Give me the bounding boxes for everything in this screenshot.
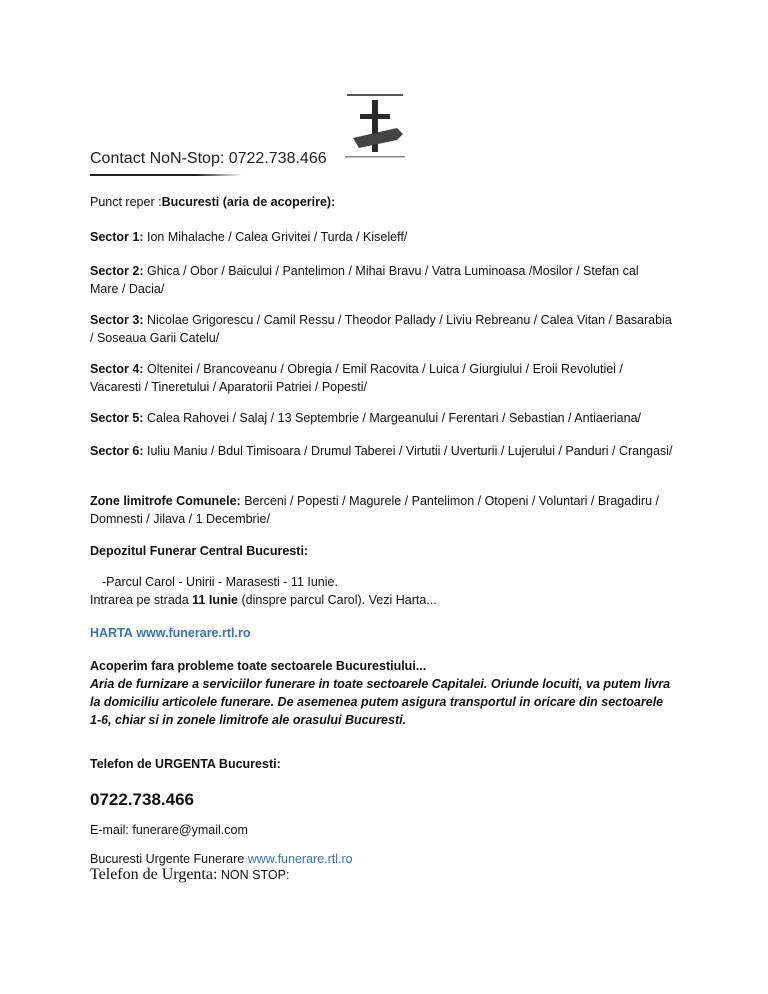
footer-link[interactable]: www.funerare.rtl.ro bbox=[247, 852, 353, 866]
divider bbox=[90, 174, 242, 176]
sector-label: Sector 4: bbox=[90, 362, 144, 376]
telefon-value: NON STOP: bbox=[217, 868, 290, 882]
zone-label: Zone limitrofe Comunele: bbox=[90, 494, 241, 508]
sector-streets: Calea Rahovei / Salaj / 13 Septembrie / Margeanului / Ferentari / Sebastian / Antiaeriana/ bbox=[146, 411, 642, 425]
sector-3 bbox=[90, 311, 690, 347]
contact-label: Contact NoN-Stop: bbox=[90, 150, 225, 167]
sector-label: Sector 6: bbox=[90, 444, 144, 458]
harta-link[interactable]: www.funerare.rtl.ro bbox=[136, 626, 251, 640]
zone-list: Berceni / Popesti / Magurele / Pantelimon / Otopeni / Voluntari / Bragadiru / bbox=[244, 494, 659, 508]
depozit-entry-pre: Intrarea pe strada bbox=[90, 593, 193, 607]
zone-list-cont: Domnesti / Jilava / 1 Decembrie/ bbox=[90, 512, 270, 526]
punct-reper bbox=[90, 193, 690, 211]
contact-phone[interactable]: 0722.738.466 bbox=[228, 150, 327, 167]
sector-streets: Ion Mihalache / Calea Grivitei / Turda / Kiseleff/ bbox=[146, 230, 408, 244]
sector-streets: Nicolae Grigorescu / Camil Ressu / Theodor Pallady / Liviu Rebreanu / Calea Vitan / Basarabia bbox=[146, 313, 672, 327]
acoperim-text-line: la domiciliu articolele funerare. De asemenea putem asigura transportul in oricare din sectoarele bbox=[90, 695, 664, 709]
zone-limitrofe bbox=[90, 492, 690, 528]
sector-streets-cont: / Soseaua Garii Catelu/ bbox=[90, 331, 220, 345]
urgenta-title bbox=[90, 755, 690, 773]
depozit-street: 11 Iunie bbox=[192, 593, 239, 607]
footer-label: Bucuresti Urgente Funerare bbox=[90, 852, 248, 866]
acoperim-block bbox=[90, 657, 690, 729]
depozit-entry-post[interactable]: (dinspre parcul Carol). Vezi Harta... bbox=[238, 593, 437, 607]
telefon-label: Telefon de Urgenta: bbox=[90, 866, 218, 883]
sector-1 bbox=[90, 228, 690, 246]
sector-label: Sector 5: bbox=[90, 411, 144, 425]
depozit-title bbox=[90, 542, 690, 560]
sector-4 bbox=[90, 360, 690, 396]
sector-label: Sector 3: bbox=[90, 313, 144, 327]
sector-label: Sector 1: bbox=[90, 230, 144, 244]
harta-label: HARTA bbox=[90, 626, 133, 640]
sector-5 bbox=[90, 409, 690, 427]
acoperim-text-line: 1-6, chiar si in zonele limitrofe ale orasului Bucuresti. bbox=[90, 713, 407, 727]
urgenta-heading: Telefon de URGENTA Bucuresti: bbox=[90, 757, 281, 771]
contact-line bbox=[90, 150, 327, 168]
sector-streets: Oltenitei / Brancoveanu / Obregia / Emil Racovita / Luica / Giurgiului / Eroii Revolutiei / bbox=[146, 362, 623, 376]
acoperim-title: Acoperim fara probleme toate sectoarele Bucurestiului... bbox=[90, 659, 427, 673]
funeral-cross-logo bbox=[345, 94, 405, 160]
acoperim-text-line: Aria de furnizare a serviciilor funerare in toate sectoarele Capitalei. Oriunde locuiti, va putem livra bbox=[90, 677, 671, 691]
sector-streets-cont: Mare / Dacia/ bbox=[90, 282, 165, 296]
depozit-heading: Depozitul Funerar Central Bucuresti: bbox=[90, 544, 309, 558]
sector-streets: Ghica / Obor / Baicului / Pantelimon / Mihai Bravu / Vatra Luminoasa /Mosilor / Stefan cal bbox=[146, 264, 639, 278]
harta-line bbox=[90, 624, 690, 642]
sector-2 bbox=[90, 262, 690, 298]
sector-6 bbox=[90, 442, 690, 460]
sector-streets-cont: Vacaresti / Tineretului / Aparatorii Patriei / Popesti/ bbox=[90, 380, 367, 394]
urgenta-phone[interactable]: 0722.738.466 bbox=[90, 790, 194, 809]
telefon-urgenta bbox=[90, 866, 690, 884]
punct-value: Bucuresti (aria de acoperire): bbox=[161, 195, 336, 209]
depozit-route: -Parcul Carol - Unirii - Marasesti - 11 Iunie. bbox=[102, 575, 338, 589]
email-line[interactable]: E-mail: funerare@ymail.com bbox=[90, 823, 248, 837]
depozit-details bbox=[90, 573, 690, 609]
sector-label: Sector 2: bbox=[90, 264, 144, 278]
punct-label: Punct reper : bbox=[90, 195, 162, 209]
sector-streets: Iuliu Maniu / Bdul Timisoara / Drumul Taberei / Virtutii / Uverturii / Lujerului / Panduri / Crangasi/ bbox=[146, 444, 673, 458]
